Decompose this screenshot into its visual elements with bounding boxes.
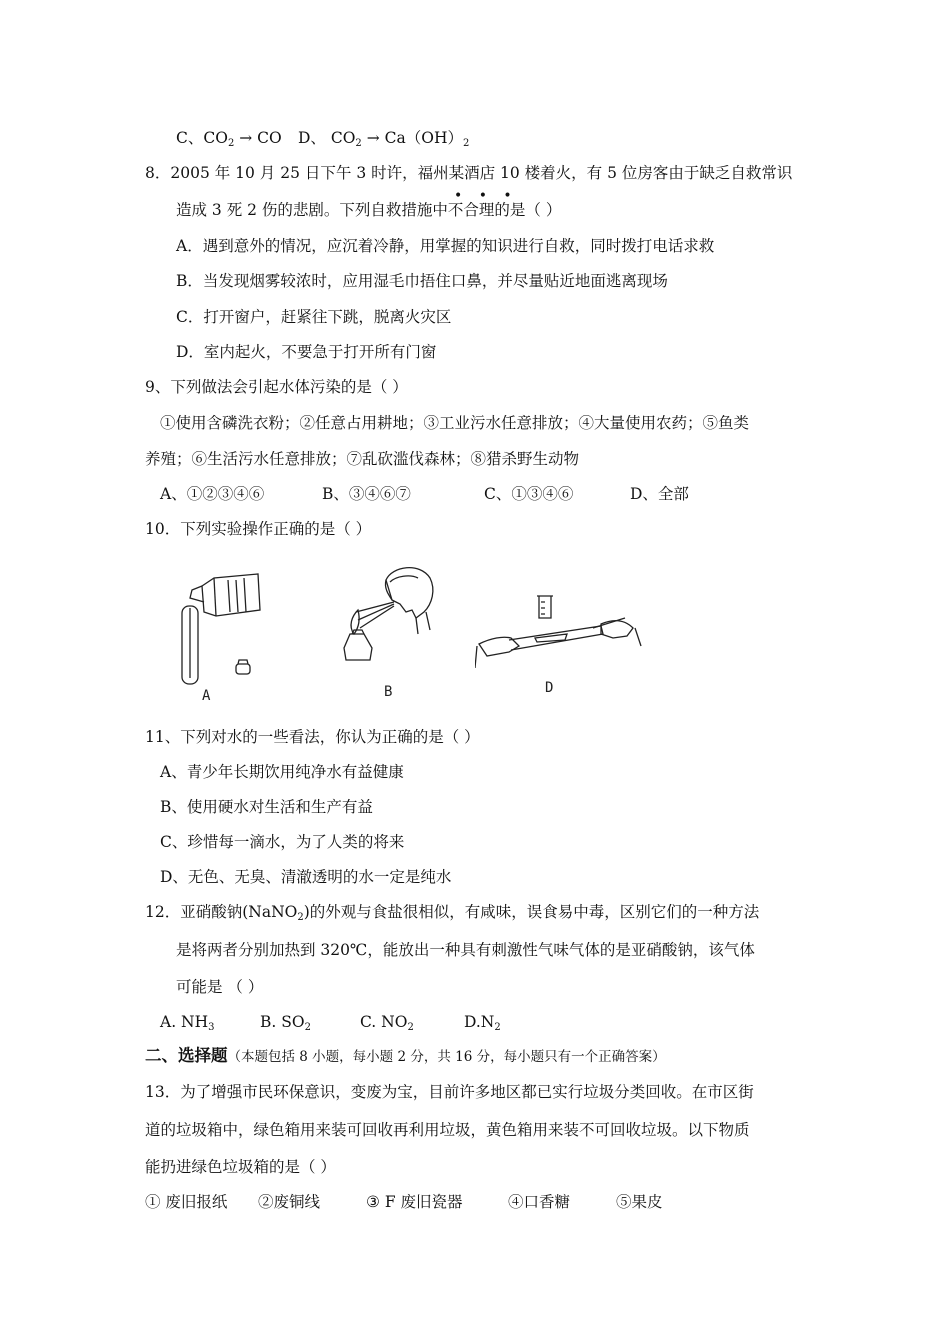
q12-stem-line1 (145, 902, 759, 928)
figure-b-blowing-lamp (330, 560, 450, 705)
q12-option-b-text: B. SO (260, 1013, 305, 1031)
q9-stem-line1: 9、下列做法会引起水体污染的是（ ） (145, 378, 408, 396)
q11-option-c: C、珍惜每一滴水，为了人类的将来 (160, 833, 405, 851)
q8-option-d: D．室内起火，不要急于打开所有门窗 (176, 343, 437, 361)
q7-option-c-text: C、CO (176, 129, 228, 147)
q12-option-b (260, 1012, 311, 1038)
q13-item-5: ⑤果皮 (616, 1193, 663, 1211)
figure-d-label: D (545, 680, 554, 696)
q9-option-a: A、①②③④⑥ (160, 485, 265, 503)
q13-item-1: ① 废旧报纸 (145, 1193, 228, 1211)
subscript: 2 (304, 1022, 311, 1033)
subscript: 2 (462, 138, 470, 149)
subscript: 2 (297, 912, 304, 923)
q13-stem-line2: 道的垃圾箱中，绿色箱用来装可回收再利用垃圾，黄色箱用来装不可回收垃圾。以下物质 (145, 1121, 750, 1139)
subscript: 2 (355, 138, 362, 149)
q9-option-c: C、①③④⑥ (484, 485, 574, 503)
q9-stem-line3: 养殖；⑥生活污水任意排放；⑦乱砍滥伐森林；⑧猎杀野生动物 (145, 450, 580, 468)
q8-emphasis-dots: • • • (454, 188, 518, 204)
figure-a-pouring (172, 568, 272, 708)
figure-a-label: A (202, 688, 211, 704)
q11-option-a: A、青少年长期饮用纯净水有益健康 (160, 763, 404, 781)
q11-option-b: B、使用硬水对生活和生产有益 (160, 798, 373, 816)
q12-option-a-text: A. NH (160, 1013, 209, 1031)
q9-option-b: B、③④⑥⑦ (322, 485, 411, 503)
q11-stem: 11、下列对水的一些看法，你认为正确的是（ ） (145, 728, 480, 746)
q7-option-d (298, 128, 469, 154)
q13-item-2: ②废铜线 (258, 1193, 321, 1211)
q8-option-b: B．当发现烟雾较浓时，应用湿毛巾捂住口鼻，并尽量贴近地面逃离现场 (176, 272, 668, 290)
q12-stem-part1: 12．亚硝酸钠(NaNO (145, 903, 298, 921)
q10-stem: 10．下列实验操作正确的是（ ） (145, 520, 372, 538)
subscript: 3 (208, 1022, 215, 1033)
q13-item-3: ③ F 废旧瓷器 (366, 1193, 463, 1211)
q8-option-c: C．打开窗户，赶紧往下跳，脱离火灾区 (176, 308, 452, 326)
q8-option-a: A．遇到意外的情况，应沉着冷静，用掌握的知识进行自救，同时拨打电话求救 (176, 237, 715, 255)
q13-item-4: ④口香糖 (508, 1193, 571, 1211)
q9-stem-line2: ①使用含磷洗衣粉；②任意占用耕地；③工业污水任意排放；④大量使用农药；⑤鱼类 (160, 414, 750, 432)
figure-b-label: B (384, 684, 393, 700)
q12-option-a (160, 1012, 215, 1038)
q13-stem-line1: 13．为了增强市民环保意识，变废为宝，目前许多地区都已实行垃圾分类回收。在市区街 (145, 1083, 754, 1101)
q8-stem-line1: 8．2005 年 10 月 25 日下午 3 时许，福州某酒店 10 楼着火，有 5 位房客由于缺乏自救常识 (145, 164, 793, 182)
figure-d-spatula-tube (475, 588, 645, 700)
q12-option-d-text: D.N (464, 1013, 495, 1031)
section-title: 二、选择题 (145, 1046, 228, 1065)
q7-option-c (176, 128, 282, 154)
section-heading (145, 1046, 666, 1067)
q12-stem-line3: 可能是 （ ） (176, 978, 264, 996)
q12-stem-part2: )的外观与食盐很相似，有咸味，误食易中毒，区别它们的一种方法 (303, 903, 760, 921)
q7-option-d-text: D、 CO (298, 129, 356, 147)
q11-option-d: D、无色、无臭、清澈透明的水一定是纯水 (160, 868, 452, 886)
q13-stem-line3: 能扔进绿色垃圾箱的是（ ） (145, 1158, 336, 1176)
q7-option-d-product: → Ca（OH） (361, 129, 463, 147)
subscript: 2 (227, 138, 235, 149)
q8-stem-line2: 造成 3 死 2 伤的悲剧。下列自救措施中不合理的是（ ） (176, 201, 562, 219)
q12-option-d (464, 1012, 501, 1038)
q12-option-c (360, 1012, 414, 1038)
subscript: 2 (494, 1022, 501, 1033)
q12-option-c-text: C. NO (360, 1013, 408, 1031)
subscript: 2 (407, 1022, 414, 1033)
section-note: （本题包括 8 小题，每小题 2 分，共 16 分，每小题只有一个正确答案） (227, 1049, 666, 1065)
q12-stem-line2: 是将两者分别加热到 320℃，能放出一种具有刺激性气味气体的是亚硝酸钠，该气体 (176, 941, 755, 959)
q9-option-d: D、全部 (630, 485, 689, 503)
q7-option-c-product: → CO (234, 129, 282, 147)
